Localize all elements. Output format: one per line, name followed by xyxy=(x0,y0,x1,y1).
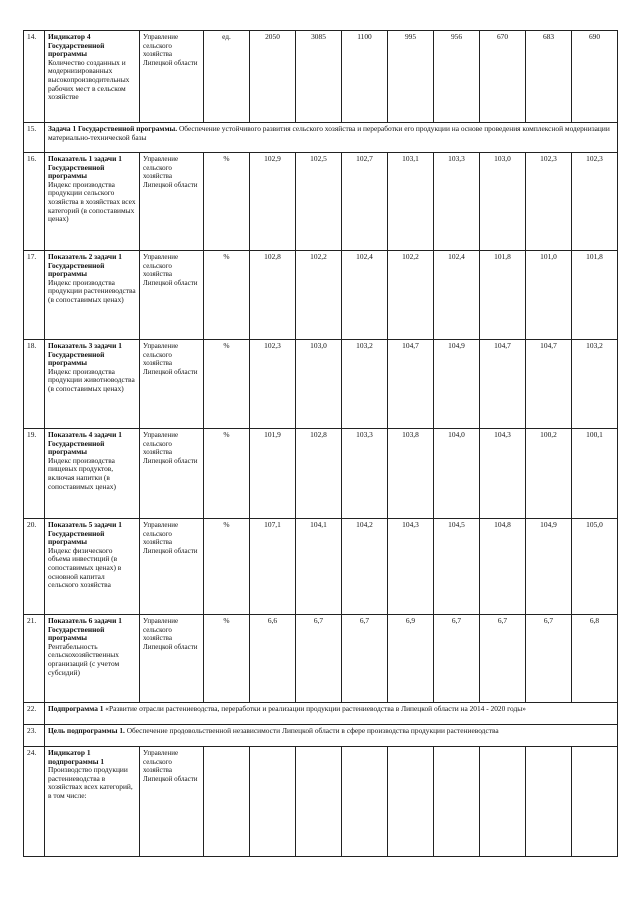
value-cell: 100,2 xyxy=(526,429,572,519)
value-cell: 101,9 xyxy=(250,429,296,519)
value-cell: 104,7 xyxy=(526,340,572,429)
unit-cell: % xyxy=(204,519,250,615)
value-cell: 6,7 xyxy=(434,615,480,703)
value-cell: 670 xyxy=(480,31,526,123)
value-cell: 6,7 xyxy=(342,615,388,703)
value-cell: 103,0 xyxy=(480,153,526,251)
indicator-description: Рентабельность сельскохозяйственных организаций (с учетом субсидий) xyxy=(48,641,120,677)
value-cell: 6,7 xyxy=(480,615,526,703)
table-row xyxy=(24,519,618,615)
value-cell: 102,3 xyxy=(250,340,296,429)
value-cell: 101,0 xyxy=(526,251,572,340)
value-cell xyxy=(250,747,296,857)
responsible-org: Управление сельского хозяйства Липецкой области xyxy=(140,615,204,703)
row-number: 16. xyxy=(24,153,45,251)
value-cell: 104,7 xyxy=(388,340,434,429)
value-cell: 3085 xyxy=(296,31,342,123)
value-cell xyxy=(434,747,480,857)
value-cell: 103,1 xyxy=(388,153,434,251)
indicator-title: Показатель 4 задачи 1 Государственной программы xyxy=(48,430,122,457)
indicator-title: Показатель 1 задачи 1 Государственной программы xyxy=(48,154,122,181)
row-number: 17. xyxy=(24,251,45,340)
row-number: 14. xyxy=(24,31,45,123)
indicator-description: Индекс производства продукции растениеводства (в сопоставимых ценах) xyxy=(48,277,136,304)
value-cell xyxy=(480,747,526,857)
value-cell: 683 xyxy=(526,31,572,123)
value-cell xyxy=(572,747,618,857)
indicator-title: Показатель 5 задачи 1 Государственной программы xyxy=(48,520,122,547)
value-cell: 104,1 xyxy=(296,519,342,615)
unit-cell: % xyxy=(204,429,250,519)
value-cell: 102,8 xyxy=(250,251,296,340)
indicator-cell xyxy=(45,251,140,340)
indicator-description: Индекс производства продукции сельского хозяйства в хозяйствах всех категорий (в сопоставимых ценах) xyxy=(48,179,136,224)
value-cell: 104,7 xyxy=(480,340,526,429)
value-cell: 102,3 xyxy=(526,153,572,251)
value-cell: 102,5 xyxy=(296,153,342,251)
indicator-cell xyxy=(45,153,140,251)
row-number: 18. xyxy=(24,340,45,429)
value-cell: 102,7 xyxy=(342,153,388,251)
value-cell: 102,3 xyxy=(572,153,618,251)
indicator-cell xyxy=(45,747,140,857)
responsible-org: Управление сельского хозяйства Липецкой области xyxy=(140,429,204,519)
value-cell: 6,9 xyxy=(388,615,434,703)
value-cell xyxy=(526,747,572,857)
table-row xyxy=(24,251,618,340)
value-cell: 104,3 xyxy=(388,519,434,615)
section-heading xyxy=(45,703,618,725)
value-cell: 2050 xyxy=(250,31,296,123)
value-cell xyxy=(296,747,342,857)
row-number: 22. xyxy=(24,703,45,725)
value-cell: 104,9 xyxy=(434,340,480,429)
responsible-org: Управление сельского хозяйства Липецкой области xyxy=(140,153,204,251)
indicator-description: Количество созданных и модернизированных высокопроизводительных рабочих мест в сельском хозяйстве xyxy=(48,57,130,102)
indicator-description: Индекс физического объема инвестиций (в сопоставимых ценах) в основной капитал сельского хозяйства xyxy=(48,545,122,590)
row-number: 15. xyxy=(24,123,45,153)
indicator-cell xyxy=(45,340,140,429)
row-number: 20. xyxy=(24,519,45,615)
value-cell: 6,7 xyxy=(526,615,572,703)
value-cell: 102,4 xyxy=(434,251,480,340)
value-cell: 104,0 xyxy=(434,429,480,519)
value-cell: 103,3 xyxy=(434,153,480,251)
unit-cell: % xyxy=(204,251,250,340)
value-cell: 104,5 xyxy=(434,519,480,615)
value-cell: 104,3 xyxy=(480,429,526,519)
unit-cell xyxy=(204,747,250,857)
table-row xyxy=(24,747,618,857)
value-cell: 104,8 xyxy=(480,519,526,615)
value-cell: 6,8 xyxy=(572,615,618,703)
unit-cell: % xyxy=(204,153,250,251)
responsible-org: Управление сельского хозяйства Липецкой области xyxy=(140,31,204,123)
value-cell: 100,1 xyxy=(572,429,618,519)
value-cell: 101,8 xyxy=(572,251,618,340)
section-heading-text: Обеспечение продовольственной независимости Липецкой области в сфере производства продукции растениеводства xyxy=(124,726,499,735)
row-number: 24. xyxy=(24,747,45,857)
section-heading-bold: Цель подпрограммы 1. xyxy=(48,726,125,735)
indicator-cell xyxy=(45,429,140,519)
value-cell: 104,2 xyxy=(342,519,388,615)
responsible-org: Управление сельского хозяйства Липецкой области xyxy=(140,519,204,615)
table-row xyxy=(24,429,618,519)
indicator-title: Показатель 3 задачи 1 Государственной программы xyxy=(48,341,122,368)
responsible-org: Управление сельского хозяйства Липецкой области xyxy=(140,340,204,429)
value-cell: 101,8 xyxy=(480,251,526,340)
value-cell: 104,9 xyxy=(526,519,572,615)
section-heading-text: Обеспечение устойчивого развития сельского хозяйства и переработки его продукции на основе проведения комплексной модернизации материально-технической базы xyxy=(48,124,610,142)
table-row xyxy=(24,31,618,123)
row-number: 21. xyxy=(24,615,45,703)
value-cell xyxy=(342,747,388,857)
value-cell: 6,6 xyxy=(250,615,296,703)
value-cell: 102,2 xyxy=(388,251,434,340)
value-cell: 956 xyxy=(434,31,480,123)
value-cell: 102,4 xyxy=(342,251,388,340)
responsible-org: Управление сельского хозяйства Липецкой области xyxy=(140,251,204,340)
value-cell: 103,0 xyxy=(296,340,342,429)
indicator-title: Показатель 2 задачи 1 Государственной программы xyxy=(48,252,122,279)
value-cell: 102,8 xyxy=(296,429,342,519)
table-row xyxy=(24,615,618,703)
section-heading-bold: Подпрограмма 1 xyxy=(48,704,104,713)
indicator-cell xyxy=(45,519,140,615)
value-cell: 102,9 xyxy=(250,153,296,251)
section-heading-text: «Развитие отрасли растениеводства, переработки и реализации продукции растениеводства в Липецкой области на 2014 - 2020 годы» xyxy=(103,704,526,713)
value-cell: 107,1 xyxy=(250,519,296,615)
value-cell: 103,8 xyxy=(388,429,434,519)
value-cell: 690 xyxy=(572,31,618,123)
value-cell: 995 xyxy=(388,31,434,123)
indicator-cell xyxy=(45,31,140,123)
value-cell: 6,7 xyxy=(296,615,342,703)
unit-cell: ед. xyxy=(204,31,250,123)
indicator-title: Индикатор 4 Государственной программы xyxy=(48,32,105,59)
table-row xyxy=(24,340,618,429)
value-cell: 103,3 xyxy=(342,429,388,519)
indicator-title: Показатель 6 задачи 1 Государственной программы xyxy=(48,616,122,643)
indicator-description: Индекс производства пищевых продуктов, включая напитки (в сопоставимых ценах) xyxy=(48,455,116,491)
indicator-description: Индекс производства продукции животноводства (в сопоставимых ценах) xyxy=(48,366,135,393)
value-cell: 103,2 xyxy=(342,340,388,429)
value-cell: 102,2 xyxy=(296,251,342,340)
indicator-cell xyxy=(45,615,140,703)
indicator-description: Производство продукции растениеводства в хозяйствах всех категорий, в том числе: xyxy=(48,765,133,800)
section-heading-bold: Задача 1 Государственной программы. xyxy=(48,124,178,133)
row-number: 23. xyxy=(24,725,45,747)
section-heading xyxy=(45,123,618,153)
unit-cell: % xyxy=(204,615,250,703)
unit-cell: % xyxy=(204,340,250,429)
value-cell: 105,0 xyxy=(572,519,618,615)
value-cell: 103,2 xyxy=(572,340,618,429)
indicator-title: Индикатор 1 подпрограммы 1 xyxy=(48,748,105,766)
table-row xyxy=(24,725,618,747)
value-cell: 1100 xyxy=(342,31,388,123)
section-heading xyxy=(45,725,618,747)
row-number: 19. xyxy=(24,429,45,519)
table-row xyxy=(24,703,618,725)
table-row xyxy=(24,153,618,251)
table-row xyxy=(24,123,618,153)
value-cell xyxy=(388,747,434,857)
responsible-org: Управление сельского хозяйства Липецкой области xyxy=(140,747,204,857)
indicators-table xyxy=(23,30,618,857)
